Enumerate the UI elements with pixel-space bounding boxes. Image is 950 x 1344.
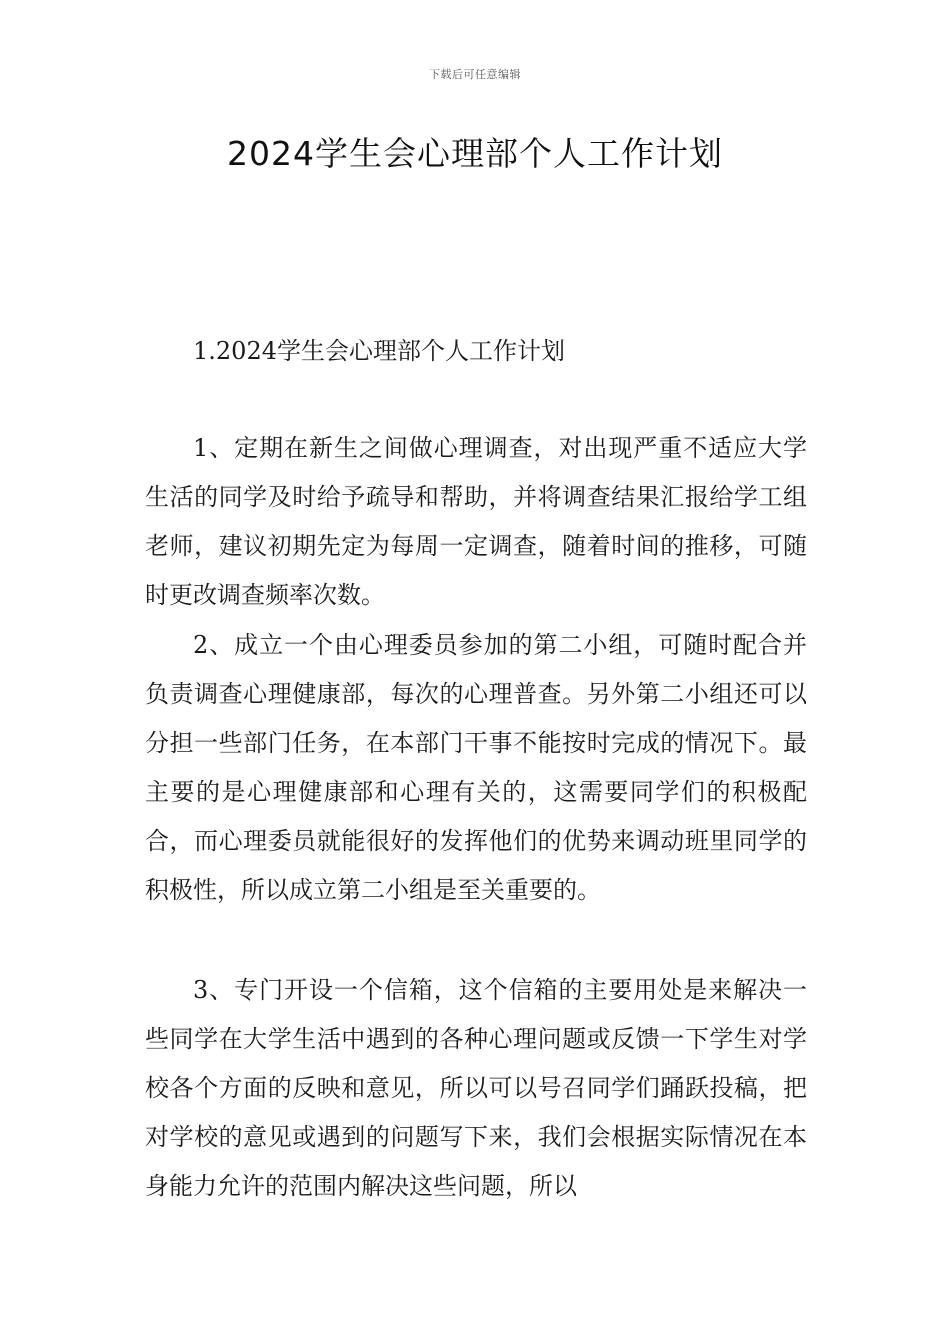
paragraph-1: 1、定期在新生之间做心理调查，对出现严重不适应大学生活的同学及时给予疏导和帮助，并将调查结果汇报给学工组老师，建议初期先定为每周一定调查，随着时间的推移，可随时更改调查频率次数。 — [145, 434, 807, 609]
document-title: 2024学生会心理部个人工作计划 — [227, 134, 723, 173]
paragraph-2: 2、成立一个由心理委员参加的第二小组，可随时配合并负责调查心理健康部，每次的心理普查。另外第二小组还可以分担一些部门任务，在本部门干事不能按时完成的情况下。最主要的是心理健康部和心理有关的，这需要同学们的积极配合，而心理委员就能很好的发挥他们的优势来调动班里同学的积极性，所以成立第二小组是至关重要的。 — [145, 631, 807, 904]
section-subheading: 1.2024学生会心理部个人工作计划 — [193, 337, 565, 365]
header-note: 下载后可任意编辑 — [429, 68, 521, 81]
paragraph-3: 3、专门开设一个信箱，这个信箱的主要用处是来解决一些同学在大学生活中遇到的各种心理问题或反馈一下学生对学校各个方面的反映和意见，所以可以号召同学们踊跃投稿，把对学校的意见或遇到的问题写下来，我们会根据实际情况在本身能力允许的范围内解决这些问题，所以 — [145, 976, 807, 1200]
